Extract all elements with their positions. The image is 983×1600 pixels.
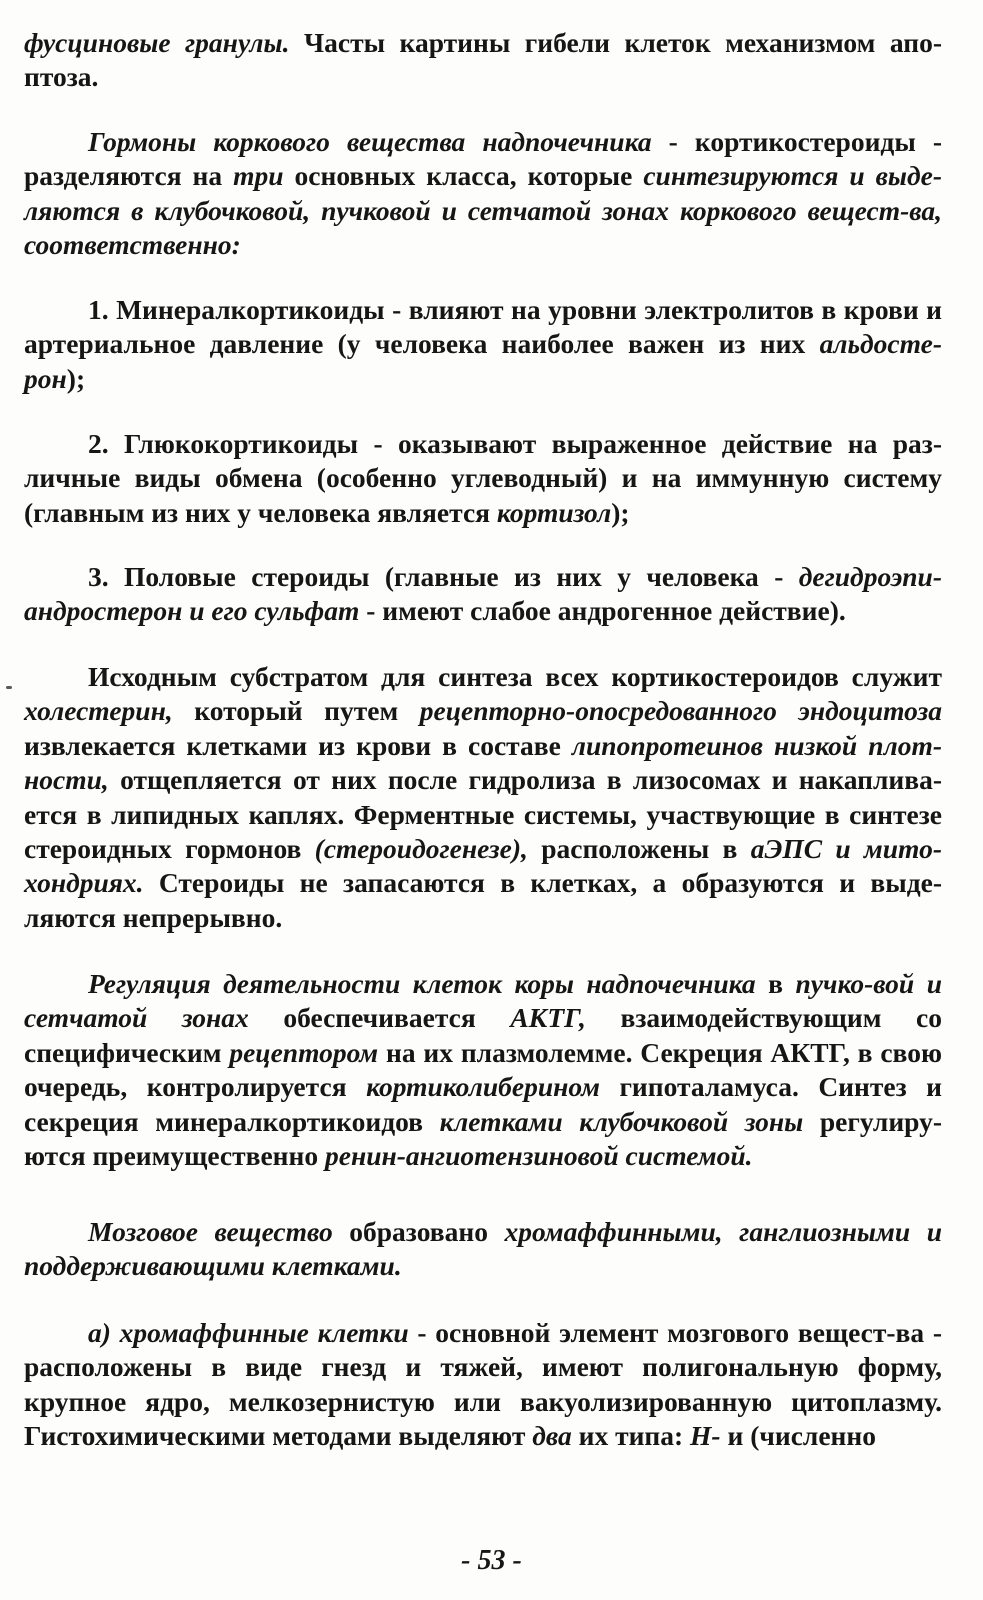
text-run: отщепляется от них после гидролиза в лизосомах и накаплива-ется в липидных каплях. Ферментные системы, участвующие в синтезе стероидных гормонов (24, 764, 942, 865)
italic-text-run: кортиколиберином (366, 1071, 600, 1103)
paragraph-mineralocorticoids (24, 293, 942, 396)
paragraph-cholesterol-synthesis (24, 660, 942, 935)
text-run: расположены в (527, 833, 751, 865)
paragraph-sex-steroids (24, 560, 942, 629)
italic-text-run: Гормоны коркового вещества надпочечника (88, 126, 652, 157)
text-run: образовано (332, 1216, 505, 1247)
text-run: - имеют слабое андрогенное действие). (359, 595, 846, 627)
italic-text-run: АКТГ, (510, 1002, 586, 1034)
text-run: Стероиды не запасаются в клетках, а образуются и выде-ляются непрерывно. (24, 867, 942, 933)
italic-text-run: дегидроэпи-андростерон и его сульфат (24, 561, 942, 627)
text-run: - основной элемент мозгового вещест-ва - расположены в виде гнезд и тяжей, имеют полигональную форму, крупное ядро, мелкозернистую или вакуолизированную цитоплазму. Гистохимическими методами выделяют (24, 1317, 942, 1452)
text-run: ); (66, 362, 86, 394)
text-run: гипоталамуса. Синтез и секреция минералкортикоидов (24, 1071, 942, 1137)
italic-text-run: ренин-ангиотензиновой системой. (324, 1140, 753, 1172)
text-run: - кортикостероиды - разделяются на (24, 126, 942, 192)
italic-text-run: а) хромаффинные клетки (88, 1317, 409, 1348)
italic-text-run: холестерин, (24, 695, 173, 727)
paragraph-regulation (24, 967, 942, 1173)
text-run: извлекается клетками из крови в составе (24, 729, 572, 761)
paragraph-apoptosis (24, 26, 942, 95)
text-run: на их плазмолемме. Секреция АКТГ, в свою очередь, контролируется (24, 1036, 942, 1103)
text-run: их типа: (571, 1420, 691, 1452)
paragraph-cortical-hormones (24, 125, 942, 263)
italic-text-run: Мозговое вещество (88, 1216, 333, 1247)
text-run: основных класса, которые (283, 160, 644, 192)
italic-text-run: синтезируются и выде-ляются в клубочковой, пучковой и сетчатой зонах коркового вещест-ва, соответственно: (24, 160, 943, 261)
italic-text-run: (стероидогенезе), (314, 833, 528, 865)
italic-text-run: хромаффинными, ганглиозными и поддерживающими клетками. (24, 1216, 942, 1282)
italic-text-run: Регуляция деятельности клеток коры надпочечника (88, 968, 756, 999)
text-run: который путем (172, 695, 420, 727)
text-run: 2. Глюкокортикоиды - оказывают выраженное действие на раз-личные виды обмена (особенно углеводный) и на иммунную систему (главным из них у человека является (24, 428, 942, 528)
text-run: регулиру-ются преимущественно (24, 1105, 942, 1172)
text-run: 1. Минералкортикоиды - влияют на уровни электролитов в крови и артериальное давление (у человека наиболее важен из них (24, 294, 942, 360)
italic-text-run: три (233, 160, 284, 192)
italic-text-run: Н- (690, 1420, 721, 1452)
italic-text-run: пучко-вой и сетчатой зонах (24, 968, 942, 1034)
text-run: 3. Половые стероиды (главные из них у человека - (88, 561, 799, 592)
italic-text-run: рецепторно-опосредованного эндоцитоза (419, 695, 942, 727)
paragraph-medulla (24, 1215, 942, 1284)
text-run: Часты картины гибели клеток механизмом апо-птоза. (24, 27, 942, 93)
text-run: в (755, 968, 796, 999)
italic-text-run: аЭПС и мито-хондриях. (24, 833, 942, 899)
italic-text-run: липопротеинов низкой плот-ности, (24, 729, 942, 796)
text-run: Исходным субстратом для синтеза всех кортикостероидов служит (88, 661, 942, 692)
paragraph-glucocorticoids (24, 427, 942, 530)
paragraph-chromaffin-cells (24, 1316, 942, 1454)
italic-text-run: рецептором (229, 1036, 379, 1068)
text-run: ); (611, 496, 630, 528)
scan-speck (6, 686, 12, 689)
text-run: обеспечивается (248, 1002, 511, 1034)
italic-text-run: кортизол (496, 496, 612, 528)
italic-text-run: альдосте-рон (24, 328, 942, 394)
italic-text-run: фусциновые гранулы. (24, 27, 290, 58)
text-run: и (численно (720, 1420, 876, 1452)
text-run: взаимодействующим со специфическим (24, 1002, 942, 1068)
italic-text-run: два (532, 1420, 572, 1452)
italic-text-run: клетками клубочковой зоны (439, 1105, 804, 1137)
page-number: - 53 - (461, 1545, 522, 1576)
